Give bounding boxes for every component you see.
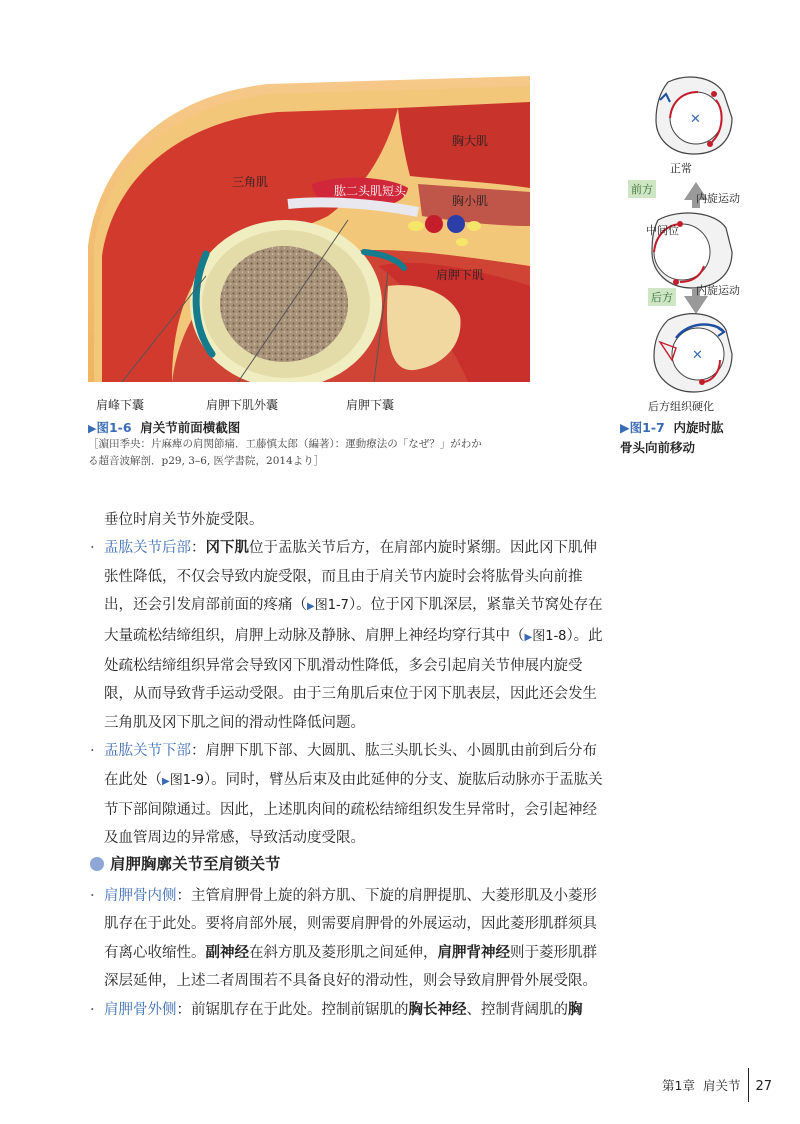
bold-term: 肩胛背神经 [437, 944, 510, 961]
tag-front: 前方 [628, 180, 656, 198]
label-subacromial-bursa: 肩峰下囊 [96, 398, 145, 412]
text-run: 则于菱形肌群深层延伸，上述二者周围若不具备良好的滑动性，则会导致肩胛骨外展受限。 [104, 944, 597, 990]
figure-1-6-illustration [88, 76, 530, 416]
main-text [90, 506, 610, 853]
keyword: 肩胛骨内侧 [104, 888, 177, 904]
ref-label: 图1-9 [169, 772, 204, 788]
text-run: 肩胛下肌下部、大圆肌、肱三头肌长头、小圆肌由前到后分布在此处（ [104, 743, 597, 788]
keyword: 盂肱关节下部 [104, 743, 191, 760]
main-text-2 [90, 882, 610, 1024]
figure-1-7-illustration [620, 70, 760, 420]
colon: ： [191, 743, 206, 760]
tag-back: 后方 [648, 288, 676, 306]
bullet-scapula-lateral [90, 996, 610, 1024]
colon: ： [176, 888, 191, 904]
ref-label: 图1-8 [532, 628, 567, 644]
source-line: ［濵田季央：片麻痺の肩関節痛．工藤慎太郎（編著）：運動療法の「なぜ？」がわか [88, 438, 482, 450]
bold-term: 胸长神经 [408, 1001, 467, 1018]
chapter-title: 肩关节 [702, 1078, 741, 1093]
svg-text:✕: ✕ [690, 112, 701, 127]
text-run: 位于盂肱关节后方，在肩部内旋时紧绷。因此冈下肌伸张性降低，不仅会导致内旋受限，而且由于肩关节内旋时会将肱骨头向前推出，还会引发肩部前面的疼痛（ [104, 540, 597, 614]
caption-marker-icon: ▶ [620, 420, 630, 435]
figure-number: 图1-7 [629, 420, 665, 435]
section-title: 肩胛胸廓关节至肩锁关节 [110, 855, 281, 873]
label-neutral: 中间位 [646, 224, 679, 237]
caption-marker-icon: ▶ [88, 422, 97, 435]
ref-arrow-icon: ▶ [524, 631, 533, 643]
colon: ： [191, 540, 206, 557]
text-run: ）。此处疏松结缔组织异常会导致冈下肌滑动性降低，多会引起肩关节伸展内旋受限，从而导致背手运动受限。由于三角肌后束位于冈下肌表层，因此还会发生三角肌及冈下肌之间的滑动性降低问题。 [104, 627, 603, 731]
section-bullet-icon [90, 857, 104, 871]
bullet-dot-icon: · [90, 888, 95, 904]
figure-number: 图1-6 [96, 420, 132, 435]
caption-text: 骨头向前移动 [620, 440, 696, 455]
bullet-dot-icon: · [90, 540, 95, 557]
colon: ： [176, 1001, 191, 1018]
label-pec-minor: 胸小肌 [452, 194, 489, 208]
label-subscapular-bursa: 肩胛下囊 [346, 398, 395, 412]
label-biceps-short-head: 肱二头肌短头 [334, 184, 407, 198]
bullet-dot-icon: · [90, 1001, 95, 1018]
label-normal: 正常 [670, 162, 692, 175]
bullet-scapula-medial [90, 882, 610, 996]
svg-text:✕: ✕ [692, 348, 703, 363]
text-run: 前锯肌存在于此处。控制前锯肌的 [191, 1001, 409, 1018]
figure-ref-link[interactable] [525, 629, 567, 644]
caption-text: 内旋时肱 [673, 420, 724, 435]
keyword: 肩胛骨外侧 [104, 1001, 177, 1018]
figure-1-7-caption [620, 418, 770, 458]
label-internal-rotation-1: 内旋运动 [696, 192, 740, 205]
text-run: 、控制背阔肌的 [466, 1001, 568, 1018]
bullet-glenohumeral-posterior [90, 534, 610, 737]
caption-text: 肩关节前面横截图 [140, 420, 241, 435]
ref-arrow-icon: ▶ [307, 601, 315, 613]
rotation-diagram [620, 70, 760, 420]
label-deltoid: 三角肌 [232, 175, 269, 189]
figure-1-6-caption [88, 418, 240, 436]
shoulder-cross-section-image [88, 76, 530, 382]
text-run: 主管肩胛骨上旋的斜方肌、下旋的肩胛提肌、大菱形肌及小菱形肌存在于此处。要将肩部外展，则需要肩胛骨的外展运动，因此菱形肌群须具有离心收缩性。 [104, 888, 597, 961]
bold-term: 副神经 [205, 944, 249, 961]
source-line: る超音波解剖．p29, 3–6, 医学書院，2014より］ [88, 455, 325, 467]
page-number: 27 [755, 1079, 772, 1094]
label-subscapularis-ext-bursa: 肩胛下肌外囊 [206, 398, 279, 412]
label-subscapularis: 肩胛下肌 [436, 268, 485, 282]
normal-position-drawing [656, 77, 732, 154]
bold-term: 胸 [568, 1001, 583, 1018]
text-run: 在斜方肌及菱形肌之间延伸， [249, 944, 438, 961]
ref-arrow-icon: ▶ [162, 775, 170, 787]
bullet-dot-icon: · [90, 743, 95, 760]
bullet-glenohumeral-inferior [90, 737, 610, 853]
bold-term: 冈下肌 [205, 540, 249, 557]
label-internal-rotation-2: 内旋运动 [696, 284, 740, 297]
figure-ref-link[interactable] [307, 598, 349, 613]
keyword: 盂肱关节后部 [104, 540, 191, 557]
figure-1-6-source [88, 436, 538, 470]
figure-ref-link[interactable] [162, 773, 204, 788]
section-heading [90, 852, 281, 874]
page-footer [662, 1068, 772, 1102]
footer-divider [748, 1068, 749, 1102]
paragraph: 垂位时肩关节外旋受限。 [104, 512, 264, 528]
text-run: ）。位于冈下肌深层，紧靠关节窝处存在大量疏松结缔组织，肩胛上动脉及静脉、肩胛上神经均穿行其中（ [104, 597, 603, 644]
label-posterior-stiffness: 后方组织硬化 [648, 400, 714, 413]
text-run: ）。同时，臂丛后束及由此延伸的分支、旋肱后动脉亦于盂肱关节下部间隙通过。因此，上述肌肉间的疏松结缔组织发生异常时，会引起神经及血管周边的异常感，导致活动度受限。 [104, 771, 603, 847]
label-pec-major: 胸大肌 [452, 134, 489, 148]
posterior-stiffness-drawing [654, 314, 732, 392]
chapter-label: 第1章 [662, 1078, 695, 1093]
ref-label: 图1-7 [314, 598, 349, 614]
